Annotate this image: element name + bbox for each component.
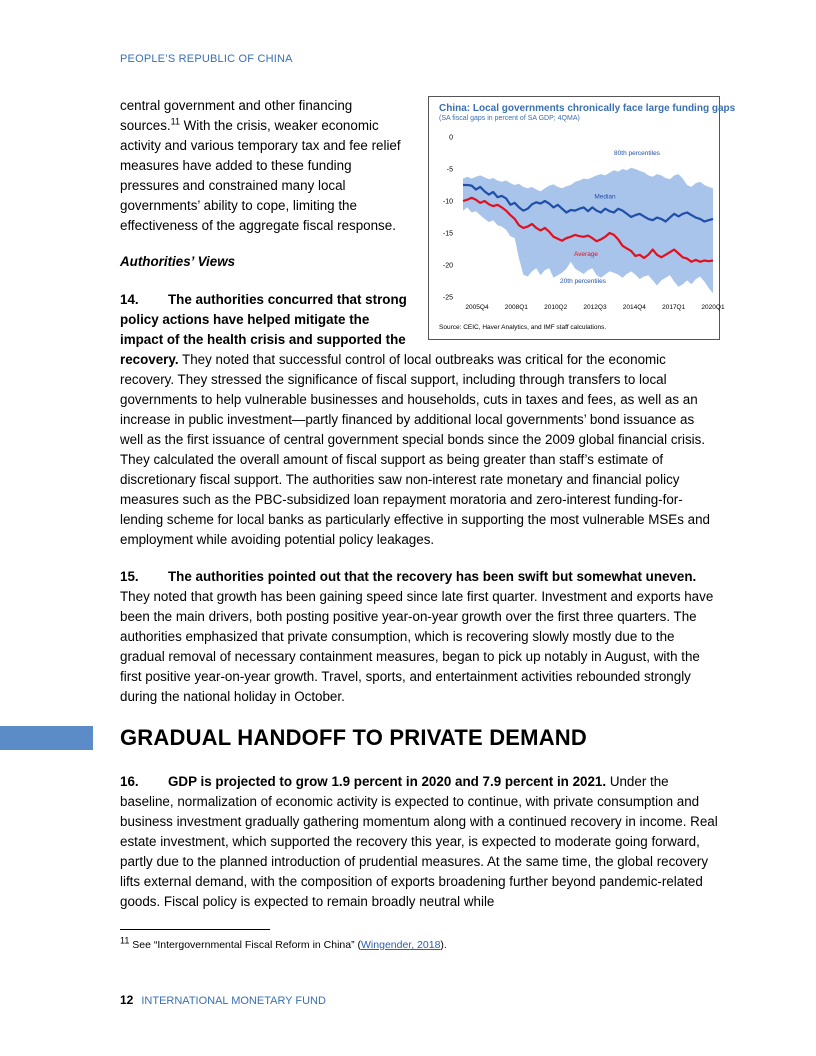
x-tick-label: 2008Q1 xyxy=(504,304,528,311)
x-tick-label: 2020Q1 xyxy=(701,304,725,311)
section-marker-bar xyxy=(0,726,93,750)
y-tick-label: -15 xyxy=(442,230,453,238)
label-20th-percentile: 20th percentiles xyxy=(560,277,606,285)
publisher-name: INTERNATIONAL MONETARY FUND xyxy=(141,995,326,1007)
paragraph-text: They noted that successful control of local outbreaks was critical for the economic recovery. They stressed the significance of fiscal support, including through transfers to local governments to help vulnerable businesses and households, cuts in taxes and fees, as well as an increase in public investment—partly financed by additional local governments’ bond issuance as well as the first issuance of central government special bonds since the 2009 global financial crisis. They calculated the overall amount of fiscal support as being greater than staff’s estimate of discretionary fiscal support. The authorities saw non-interest rate monetary and financial policy measures such as the PBC-subsidized loan repayment moratoria and zero-interest funding-for-lending scheme for local banks as particularly effective in supporting the most vulnerable MSEs and employment while avoiding potential policy leakages. xyxy=(120,352,710,547)
y-tick-label: -25 xyxy=(442,294,453,302)
paragraph-number: 16. xyxy=(120,774,139,789)
section-title: GRADUAL HANDOFF TO PRIVATE DEMAND xyxy=(120,725,587,750)
x-tick-label: 2014Q4 xyxy=(622,304,646,311)
text-fragment: sources. xyxy=(120,118,171,133)
text-line: impact of the health crisis and supported the xyxy=(120,332,406,347)
text-line: effectiveness of the aggregate fiscal response. xyxy=(120,218,396,233)
paragraph-15 xyxy=(120,567,720,707)
footnote-end: ). xyxy=(440,939,447,951)
label-average: Average xyxy=(573,251,599,259)
page-footer xyxy=(120,993,326,1007)
label-median: Median xyxy=(594,193,616,201)
chart-title: China: Local governments chronically face large funding gaps xyxy=(439,103,736,114)
footnote-text: See “Intergovernmental Fiscal Reform in China” ( xyxy=(129,939,362,951)
paragraph-16 xyxy=(120,772,720,912)
citation-link[interactable]: Wingender, 2018 xyxy=(361,939,441,951)
y-tick-label: 0 xyxy=(449,134,453,142)
footnote-divider xyxy=(120,929,270,930)
footnote-number: 11 xyxy=(120,935,130,946)
footnote xyxy=(120,935,447,951)
paragraph-number: 15. xyxy=(120,569,139,584)
y-tick-label: -10 xyxy=(442,198,453,206)
bold-lead: recovery. xyxy=(120,352,179,367)
x-tick-label: 2005Q4 xyxy=(465,304,489,311)
x-tick-label: 2012Q3 xyxy=(583,304,607,311)
x-tick-label: 2010Q2 xyxy=(544,304,568,311)
text-fragment: With the crisis, weaker economic xyxy=(179,118,379,133)
bold-lead: GDP is projected to grow 1.9 percent in 2020 and 7.9 percent in 2021. xyxy=(168,774,607,789)
text-line: governments’ ability to cope, limiting the xyxy=(120,198,357,213)
paragraph-text: Under the baseline, normalization of economic activity is expected to continue, with private consumption and business investment gradually gathering momentum along with a continued recovery in income. Real estate investment, which supported the recovery this year, is expected to moderate going forward, partly due to the planned introduction of prudential measures. At the same time, the global recovery lifts external demand, with the composition of exports broadening further beyond pandemic-related goods. Fiscal policy is expected to remain broadly neutral while xyxy=(120,774,718,909)
y-tick-label: -5 xyxy=(446,166,453,174)
text-line xyxy=(120,116,420,136)
bold-lead: The authorities pointed out that the recovery has been swift but somewhat uneven. xyxy=(168,569,697,584)
page-number: 12 xyxy=(120,993,134,1007)
text-line: central government and other financing xyxy=(120,98,353,113)
chart-plot xyxy=(429,97,725,339)
subsection-heading: Authorities’ Views xyxy=(120,254,236,269)
y-tick-label: -20 xyxy=(442,262,453,270)
footnote-reference[interactable]: 11 xyxy=(170,116,180,127)
text-line: measures have added to these funding xyxy=(120,158,352,173)
text-line: policy actions have helped mitigate the xyxy=(120,312,370,327)
paragraph-14-lead xyxy=(120,290,420,350)
running-header: PEOPLE’S REPUBLIC OF CHINA xyxy=(120,53,293,65)
text-fragment: The authorities concurred that strong xyxy=(168,292,407,307)
text-line: pressures and constrained many local xyxy=(120,178,346,193)
paragraph-number: 14. xyxy=(120,292,139,307)
funding-gap-chart xyxy=(428,96,736,340)
x-tick-label: 2017Q1 xyxy=(662,304,686,311)
paragraph-text: They noted that growth has been gaining speed since late first quarter. Investment and exports have been the main drivers, both posting positive year-on-year growth over the first three quarters. The authorities emphasized that private consumption, which is recovering slowly mostly due to the gradual removal of necessary containment measures, began to pick up notably in August, with the first positive year-on-year growth. Travel, sports, and entertainment activities rebounded strongly during the national holiday in October. xyxy=(120,589,714,704)
label-80th-percentile: 80th percentiles xyxy=(614,149,660,157)
chart-source: Source: CEIC, Haver Analytics, and IMF staff calculations. xyxy=(439,324,607,331)
text-line xyxy=(120,290,420,310)
percentile-band xyxy=(463,168,713,294)
text-line: activity and various temporary tax and fee relief xyxy=(120,138,401,153)
chart-subtitle: (SA fiscal gaps in percent of SA GDP; 4QMA) xyxy=(439,115,580,122)
paragraph-14-body xyxy=(120,350,720,550)
intro-paragraph-continuation xyxy=(120,96,420,236)
